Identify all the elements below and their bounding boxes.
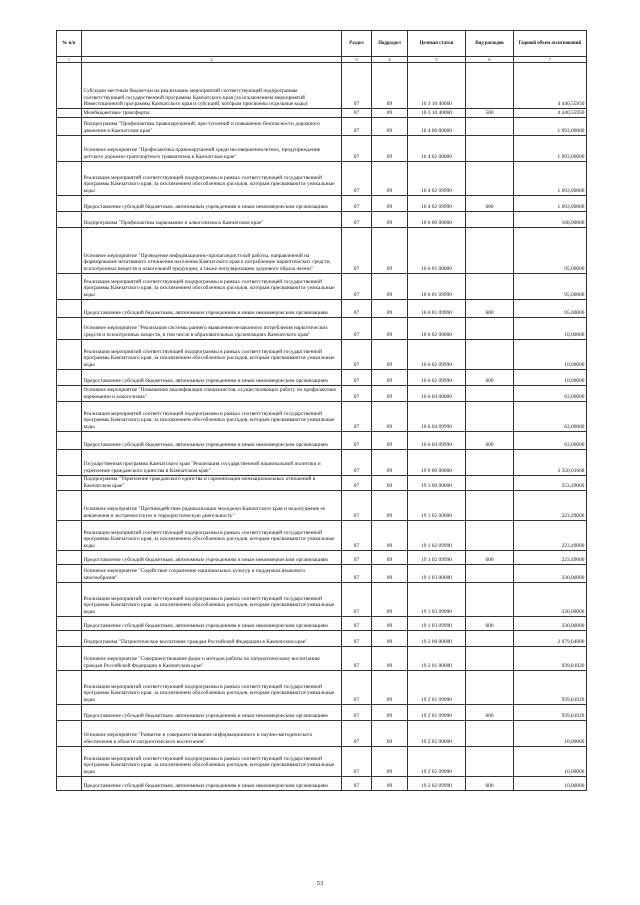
name-cell: Предоставление субсидий бюджетным, автономным учреждениям и иным некоммерческим организациям	[82, 776, 342, 790]
podrazdel-cell: 09	[372, 401, 408, 431]
table-row	[57, 227, 587, 273]
podrazdel-cell: 09	[372, 616, 408, 630]
num-cell	[57, 564, 82, 582]
amount-cell: 63,00000	[514, 401, 587, 431]
amount-cell: 95,00000	[514, 273, 587, 299]
article-cell: 16 3 10 40060	[408, 63, 466, 109]
razdel-cell: 07	[342, 746, 372, 776]
num-cell	[57, 646, 82, 670]
amount-cell: 1 093,00000	[514, 195, 587, 211]
amount-cell: 10,00000	[514, 776, 587, 790]
num-cell	[57, 299, 82, 317]
article-cell: 16 6 01 09990	[408, 299, 466, 317]
razdel-cell: 07	[342, 369, 372, 385]
num-cell	[57, 776, 82, 790]
podrazdel-cell: 09	[372, 746, 408, 776]
name-cell: Реализация мероприятий соответствующей подпрограммы в рамках соответствующей государственной программы Камчатского края, за исключением обособленных расходов, которым присваиваются уникальные коды	[82, 670, 342, 704]
amount-cell: 4 440,55950	[514, 63, 587, 109]
razdel-cell: 07	[342, 704, 372, 720]
podrazdel-cell: 09	[372, 117, 408, 135]
name-cell: Подпрограмма "Профилактика наркомании и алкоголизма в Камчатском крае"	[82, 211, 342, 227]
table-row	[57, 520, 587, 550]
amount-cell: 168,00000	[514, 211, 587, 227]
name-cell: Предоставление субсидий бюджетным, автономным учреждениям и иным некоммерческим организациям	[82, 704, 342, 720]
expense-cell: 600	[466, 299, 514, 317]
header-name	[82, 31, 342, 57]
num-cell	[57, 550, 82, 564]
amount-cell: 223,49000	[514, 490, 587, 520]
podrazdel-cell: 09	[372, 317, 408, 339]
article-cell: 19 1 02 09990	[408, 550, 466, 564]
razdel-cell: 07	[342, 195, 372, 211]
table-row	[57, 385, 587, 401]
podrazdel-cell: 09	[372, 431, 408, 449]
razdel-cell: 07	[342, 161, 372, 195]
amount-cell: 10,00000	[514, 746, 587, 776]
column-number: 2	[82, 57, 342, 63]
podrazdel-cell: 09	[372, 670, 408, 704]
article-cell: 16 6 02 00000	[408, 317, 466, 339]
table-row	[57, 317, 587, 339]
article-cell: 16 4 00 00000	[408, 117, 466, 135]
article-cell: 19 2 00 00000	[408, 630, 466, 646]
table-row	[57, 273, 587, 299]
amount-cell: 939,81020	[514, 704, 587, 720]
name-cell: Реализация мероприятий соответствующей подпрограммы в рамках соответствующей государственной программы Камчатского края, за исключением обособленных расходов, которым присваиваются уникальные коды	[82, 520, 342, 550]
name-cell: Предоставление субсидий бюджетным, автономным учреждениям и иным некоммерческим организациям	[82, 431, 342, 449]
name-cell: Реализация мероприятий соответствующей подпрограммы в рамках соответствующей государственной программы Камчатского края, за исключением обособленных расходов, которым присваиваются уникальные коды	[82, 582, 342, 616]
razdel-cell: 07	[342, 630, 372, 646]
column-number: 7	[514, 57, 587, 63]
name-cell: Предоставление субсидий бюджетным, автономным учреждениям и иным некоммерческим организациям	[82, 616, 342, 630]
num-cell	[57, 135, 82, 161]
amount-cell: 223,49000	[514, 550, 587, 564]
name-cell: Предоставление субсидий бюджетным, автономным учреждениям и иным некоммерческим организациям	[82, 550, 342, 564]
podrazdel-cell: 09	[372, 720, 408, 746]
num-cell	[57, 490, 82, 520]
expense-cell	[466, 227, 514, 273]
expense-cell: 600	[466, 776, 514, 790]
expense-cell: 600	[466, 195, 514, 211]
expense-cell	[466, 449, 514, 475]
razdel-cell: 07	[342, 670, 372, 704]
article-cell: 19 2 01 09990	[408, 704, 466, 720]
column-number: 5	[408, 57, 466, 63]
podrazdel-cell: 09	[372, 211, 408, 227]
article-cell: 19 2 01 09990	[408, 670, 466, 704]
article-cell: 16 6 02 09990	[408, 369, 466, 385]
expense-cell: 600	[466, 431, 514, 449]
expense-cell	[466, 135, 514, 161]
razdel-cell: 07	[342, 135, 372, 161]
razdel-cell: 07	[342, 550, 372, 564]
name-cell: Основное мероприятие "Профилактика правонарушений среди несовершеннолетних, предупреждение детского дорожно-транспортного травматизма в Камчатском крае"	[82, 135, 342, 161]
column-number: 4	[372, 57, 408, 63]
expense-cell	[466, 63, 514, 109]
razdel-cell: 07	[342, 646, 372, 670]
name-cell: Реализация мероприятий соответствующей подпрограммы в рамках соответствующей государственной программы Камчатского края, за исключением обособленных расходов, которым присваиваются уникальные коды	[82, 746, 342, 776]
expense-cell	[466, 720, 514, 746]
article-cell: 16 6 01 00000	[408, 227, 466, 273]
razdel-cell: 07	[342, 227, 372, 273]
amount-cell: 63,00000	[514, 431, 587, 449]
table-row	[57, 431, 587, 449]
amount-cell: 1 093,00000	[514, 117, 587, 135]
expense-cell	[466, 475, 514, 490]
num-cell	[57, 475, 82, 490]
table-row	[57, 339, 587, 369]
table-row	[57, 63, 587, 109]
name-cell: Реализация мероприятий соответствующей подпрограммы в рамках соответствующей государственной программы Камчатского края, за исключением обособленных расходов, которым присваиваются уникальные коды	[82, 273, 342, 299]
table-row	[57, 475, 587, 490]
expense-cell: 600	[466, 550, 514, 564]
name-cell: Реализация мероприятий соответствующей подпрограммы в рамках соответствующей государственной программы Камчатского края, за исключением обособленных расходов, которым присваиваются уникальные коды	[82, 339, 342, 369]
num-cell	[57, 227, 82, 273]
table-row	[57, 564, 587, 582]
name-cell: Реализация мероприятий соответствующей подпрограммы в рамках соответствующей государственной программы Камчатского края, за исключением обособленных расходов, которым присваиваются уникальные коды	[82, 401, 342, 431]
expense-cell	[466, 317, 514, 339]
table-row	[57, 195, 587, 211]
podrazdel-cell: 09	[372, 385, 408, 401]
num-cell	[57, 449, 82, 475]
podrazdel-cell: 09	[372, 564, 408, 582]
name-cell: Основное мероприятие "Совершенствование форм и методов работы по патриотическому воспитанию граждан Российской Федерации в Камчатском крае"	[82, 646, 342, 670]
num-cell	[57, 317, 82, 339]
name-cell: Основное мероприятие "Реализация системы раннего выявления незаконного потребления наркотических средств и психотропных веществ, в том числе в образовательных организациях Камчатского края"	[82, 317, 342, 339]
article-cell: 19 1 03 00000	[408, 564, 466, 582]
article-cell: 16 6 04 00000	[408, 385, 466, 401]
num-cell	[57, 369, 82, 385]
expense-cell	[466, 211, 514, 227]
podrazdel-cell: 09	[372, 475, 408, 490]
expense-cell	[466, 630, 514, 646]
amount-cell: 95,00000	[514, 299, 587, 317]
podrazdel-cell: 09	[372, 582, 408, 616]
amount-cell: 10,00000	[514, 317, 587, 339]
column-number: 3	[342, 57, 372, 63]
table-row	[57, 299, 587, 317]
table-row	[57, 616, 587, 630]
amount-cell: 553,49000	[514, 475, 587, 490]
expense-cell	[466, 520, 514, 550]
page-number: 53	[316, 880, 324, 887]
amount-cell: 1 093,00000	[514, 135, 587, 161]
table-row	[57, 369, 587, 385]
num-cell	[57, 211, 82, 227]
razdel-cell: 07	[342, 211, 372, 227]
name-cell: Межбюджетные трансферты	[82, 109, 342, 118]
name-cell: Основное мероприятие "Содействие сохранению национальных культур и поддержка языкового многообразия"	[82, 564, 342, 582]
amount-cell: 10,00000	[514, 339, 587, 369]
table-row	[57, 746, 587, 776]
name-cell: Предоставление субсидий бюджетным, автономным учреждениям и иным некоммерческим организациям	[82, 299, 342, 317]
razdel-cell: 07	[342, 475, 372, 490]
expense-cell	[466, 339, 514, 369]
article-cell: 19 1 02 00000	[408, 490, 466, 520]
expense-cell	[466, 161, 514, 195]
razdel-cell: 07	[342, 431, 372, 449]
num-cell	[57, 520, 82, 550]
table-row	[57, 720, 587, 746]
amount-cell: 95,00000	[514, 227, 587, 273]
podrazdel-cell: 09	[372, 135, 408, 161]
name-cell: Реализация мероприятий соответствующей подпрограммы в рамках соответствующей государственной программы Камчатского края, за исключением обособленных расходов, которым присваиваются уникальные коды	[82, 161, 342, 195]
table-row	[57, 211, 587, 227]
expense-cell	[466, 117, 514, 135]
podrazdel-cell: 09	[372, 161, 408, 195]
amount-cell: 10,00000	[514, 720, 587, 746]
expense-cell	[466, 385, 514, 401]
podrazdel-cell: 09	[372, 630, 408, 646]
expense-cell: 600	[466, 369, 514, 385]
razdel-cell: 07	[342, 582, 372, 616]
amount-cell: 223,49000	[514, 520, 587, 550]
amount-cell: 939,81020	[514, 646, 587, 670]
expense-cell	[466, 490, 514, 520]
expense-cell	[466, 564, 514, 582]
amount-cell: 330,00000	[514, 564, 587, 582]
num-cell	[57, 273, 82, 299]
num-cell	[57, 582, 82, 616]
table-body	[57, 63, 587, 791]
expense-cell: 600	[466, 704, 514, 720]
name-cell: Предоставление субсидий бюджетным, автономным учреждениям и иным некоммерческим организациям	[82, 369, 342, 385]
podrazdel-cell: 09	[372, 63, 408, 109]
num-cell	[57, 63, 82, 109]
podrazdel-cell: 09	[372, 195, 408, 211]
razdel-cell: 07	[342, 449, 372, 475]
podrazdel-cell: 09	[372, 273, 408, 299]
expense-cell	[466, 746, 514, 776]
header-podrazdel: Подраздел	[372, 31, 408, 57]
podrazdel-cell: 09	[372, 490, 408, 520]
expense-cell: 500	[466, 109, 514, 118]
table-row	[57, 630, 587, 646]
name-cell: Государственная программа Камчатского края "Реализация государственной национальной политики и укрепление гражданского единства в Камчатском крае"	[82, 449, 342, 475]
num-cell	[57, 195, 82, 211]
razdel-cell: 07	[342, 616, 372, 630]
article-cell: 16 6 04 09990	[408, 401, 466, 431]
article-cell: 19 2 01 00000	[408, 646, 466, 670]
name-cell: Основное мероприятие "Развитие и совершенствование информационного и научно-методического обеспечения в области патриотического воспитания"	[82, 720, 342, 746]
table-row	[57, 135, 587, 161]
article-cell: 16 4 02 00000	[408, 135, 466, 161]
header-expense: Вид расходов	[466, 31, 514, 57]
num-cell	[57, 720, 82, 746]
podrazdel-cell: 09	[372, 704, 408, 720]
table-row	[57, 550, 587, 564]
amount-cell: 3 350,01668	[514, 449, 587, 475]
amount-cell: 4 440,55950	[514, 109, 587, 118]
table-header-row	[57, 31, 587, 57]
razdel-cell: 07	[342, 317, 372, 339]
razdel-cell: 07	[342, 520, 372, 550]
table-row	[57, 646, 587, 670]
article-cell: 19 1 03 09990	[408, 582, 466, 616]
table-row	[57, 109, 587, 118]
name-cell: Подпрограмма "Профилактика правонарушений, преступлений и повышение безопасности дорожного движения в Камчатском крае"	[82, 117, 342, 135]
table-row	[57, 449, 587, 475]
article-cell: 19 1 02 09990	[408, 520, 466, 550]
expense-cell	[466, 646, 514, 670]
name-cell: Основное мероприятие "Повышение квалификации специалистов, осуществляющих работу по профилактике наркомании и алкоголизма"	[82, 385, 342, 401]
article-cell: 19 2 02 09990	[408, 776, 466, 790]
razdel-cell: 07	[342, 299, 372, 317]
document-page	[56, 30, 586, 791]
name-cell: Субсидии местным бюджетам на реализацию мероприятий соответствующей подпрограммы соответствующей государственной программы Камчатского края (за исключением мероприятий Инвестиционной программы Камчатского края и субсидий, которым присвоены отдельные коды)	[82, 63, 342, 109]
article-cell: 16 4 02 09990	[408, 195, 466, 211]
header-num: № п/п	[57, 31, 82, 57]
amount-cell: 2 079,64000	[514, 630, 587, 646]
amount-cell: 939,81020	[514, 670, 587, 704]
expense-cell: 600	[466, 616, 514, 630]
name-cell: Подпрограмма "Патриотическое воспитание граждан Российской Федерации в Камчатском крае"	[82, 630, 342, 646]
budget-table	[56, 30, 587, 791]
article-cell: 19 2 02 00000	[408, 720, 466, 746]
table-row	[57, 670, 587, 704]
num-cell	[57, 401, 82, 431]
article-cell: 16 6 01 09990	[408, 273, 466, 299]
expense-cell	[466, 401, 514, 431]
razdel-cell: 07	[342, 109, 372, 118]
article-cell: 19 1 00 00000	[408, 475, 466, 490]
num-cell	[57, 746, 82, 776]
column-number: 6	[466, 57, 514, 63]
header-amount: Годовой объем ассигнований	[514, 31, 587, 57]
article-cell: 16 4 02 09990	[408, 161, 466, 195]
column-number: 1	[57, 57, 82, 63]
podrazdel-cell: 09	[372, 550, 408, 564]
num-cell	[57, 161, 82, 195]
amount-cell: 1 093,00000	[514, 161, 587, 195]
podrazdel-cell: 09	[372, 449, 408, 475]
expense-cell	[466, 273, 514, 299]
podrazdel-cell: 09	[372, 776, 408, 790]
table-row	[57, 117, 587, 135]
name-cell: Основное мероприятие "Проведение информационно-пропагандистской работы, направленной на формирование негативного отношения населения Камчатского края к потреблению наркотических средств, психотропных веществ и алкогольной продукции, а также популяризацию здорового образа жизни"	[82, 227, 342, 273]
name-cell: Основное мероприятие "Противодействие радикализации молодежи Камчатского края и недопущение ее вовлечения в экстремистскую и террористическую деятельность"	[82, 490, 342, 520]
razdel-cell: 07	[342, 273, 372, 299]
num-cell	[57, 670, 82, 704]
table-row	[57, 401, 587, 431]
header-article: Целевая статья	[408, 31, 466, 57]
amount-cell: 10,00000	[514, 369, 587, 385]
podrazdel-cell: 09	[372, 339, 408, 369]
podrazdel-cell: 09	[372, 227, 408, 273]
razdel-cell: 07	[342, 117, 372, 135]
razdel-cell: 07	[342, 564, 372, 582]
expense-cell	[466, 582, 514, 616]
article-cell: 16 6 00 00000	[408, 211, 466, 227]
amount-cell: 63,00000	[514, 385, 587, 401]
table-row	[57, 776, 587, 790]
num-cell	[57, 117, 82, 135]
article-cell: 16 3 10 40060	[408, 109, 466, 118]
table-row	[57, 582, 587, 616]
name-cell: Предоставление субсидий бюджетным, автономным учреждениям и иным некоммерческим организациям	[82, 195, 342, 211]
table-row	[57, 161, 587, 195]
razdel-cell: 07	[342, 385, 372, 401]
table-row	[57, 490, 587, 520]
razdel-cell: 07	[342, 401, 372, 431]
podrazdel-cell: 09	[372, 109, 408, 118]
num-cell	[57, 339, 82, 369]
article-cell: 19 2 02 09990	[408, 746, 466, 776]
num-cell	[57, 109, 82, 118]
header-razdel: Раздел	[342, 31, 372, 57]
razdel-cell: 07	[342, 63, 372, 109]
num-cell	[57, 704, 82, 720]
article-cell: 16 6 04 09990	[408, 431, 466, 449]
num-cell	[57, 431, 82, 449]
razdel-cell: 07	[342, 720, 372, 746]
razdel-cell: 07	[342, 490, 372, 520]
podrazdel-cell: 09	[372, 520, 408, 550]
num-cell	[57, 630, 82, 646]
article-cell: 19 0 00 00000	[408, 449, 466, 475]
article-cell: 19 1 03 09990	[408, 616, 466, 630]
table-row	[57, 704, 587, 720]
num-cell	[57, 385, 82, 401]
expense-cell	[466, 670, 514, 704]
podrazdel-cell: 09	[372, 369, 408, 385]
razdel-cell: 07	[342, 339, 372, 369]
name-cell: Подпрограмма "Укрепление гражданского единства и гармонизация межнациональных отношений в Камчатском крае"	[82, 475, 342, 490]
podrazdel-cell: 09	[372, 646, 408, 670]
razdel-cell: 07	[342, 776, 372, 790]
amount-cell: 330,00000	[514, 616, 587, 630]
num-cell	[57, 616, 82, 630]
amount-cell: 330,00000	[514, 582, 587, 616]
article-cell: 16 6 02 09990	[408, 339, 466, 369]
podrazdel-cell: 09	[372, 299, 408, 317]
